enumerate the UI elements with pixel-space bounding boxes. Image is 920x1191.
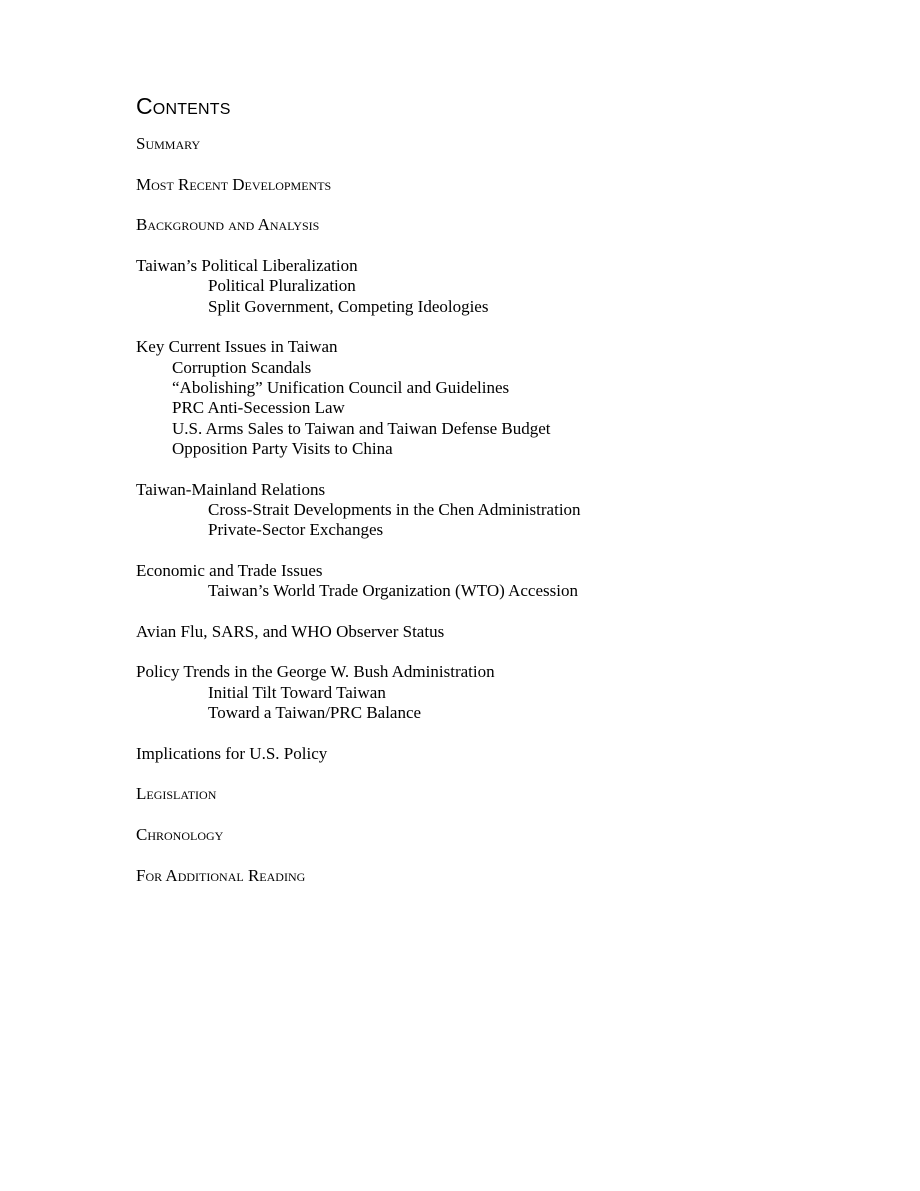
toc-heading-chronology[interactable]: Chronology — [136, 825, 224, 845]
toc-item-initial-tilt[interactable]: Initial Tilt Toward Taiwan — [208, 682, 386, 702]
toc-section-summary — [136, 134, 876, 154]
toc-section-policy-trends — [136, 662, 876, 723]
toc-section-taiwan-mainland-relations — [136, 480, 876, 541]
table-of-contents — [136, 90, 876, 907]
toc-section-background-and-analysis — [136, 215, 876, 235]
toc-section-key-current-issues — [136, 337, 876, 459]
toc-heading-avian-flu[interactable]: Avian Flu, SARS, and WHO Observer Status — [136, 621, 445, 641]
toc-heading-additional-reading[interactable]: For Additional Reading — [136, 865, 306, 885]
toc-section-additional-reading — [136, 866, 876, 886]
toc-section-most-recent-developments — [136, 175, 876, 195]
toc-item-split-government[interactable]: Split Government, Competing Ideologies — [208, 296, 489, 316]
toc-item-cross-strait-developments[interactable]: Cross-Strait Developments in the Chen Administration — [208, 499, 581, 519]
toc-section-implications — [136, 744, 876, 764]
toc-item-abolishing-unification-council[interactable]: “Abolishing” Unification Council and Guidelines — [172, 377, 510, 397]
toc-section-avian-flu — [136, 622, 876, 642]
toc-heading-key-current-issues[interactable]: Key Current Issues in Taiwan — [136, 337, 338, 357]
toc-section-chronology — [136, 825, 876, 845]
toc-heading-legislation[interactable]: Legislation — [136, 784, 217, 804]
toc-heading-implications[interactable]: Implications for U.S. Policy — [136, 743, 328, 763]
contents-title: Contents — [136, 93, 231, 119]
toc-item-balance[interactable]: Toward a Taiwan/PRC Balance — [208, 703, 422, 723]
toc-section-legislation — [136, 784, 876, 804]
toc-item-anti-secession-law[interactable]: PRC Anti-Secession Law — [172, 398, 345, 418]
toc-item-corruption-scandals[interactable]: Corruption Scandals — [172, 357, 312, 377]
toc-item-wto-accession[interactable]: Taiwan’s World Trade Organization (WTO) Accession — [208, 581, 578, 601]
toc-item-political-pluralization[interactable]: Political Pluralization — [208, 276, 356, 296]
toc-item-opposition-party-visits[interactable]: Opposition Party Visits to China — [172, 438, 393, 458]
toc-heading-most-recent-developments[interactable]: Most Recent Developments — [136, 174, 332, 194]
toc-heading-taiwan-mainland-relations[interactable]: Taiwan-Mainland Relations — [136, 479, 326, 499]
toc-heading-summary[interactable]: Summary — [136, 134, 201, 153]
toc-heading-background-and-analysis[interactable]: Background and Analysis — [136, 215, 320, 235]
toc-section-economic-and-trade — [136, 561, 876, 602]
toc-heading-economic-and-trade[interactable]: Economic and Trade Issues — [136, 560, 323, 580]
toc-item-arms-sales[interactable]: U.S. Arms Sales to Taiwan and Taiwan Defense Budget — [172, 418, 551, 438]
toc-item-private-sector-exchanges[interactable]: Private-Sector Exchanges — [208, 520, 384, 540]
toc-heading-political-liberalization[interactable]: Taiwan’s Political Liberalization — [136, 256, 358, 276]
toc-heading-policy-trends[interactable]: Policy Trends in the George W. Bush Administration — [136, 662, 495, 682]
toc-section-political-liberalization — [136, 256, 876, 317]
